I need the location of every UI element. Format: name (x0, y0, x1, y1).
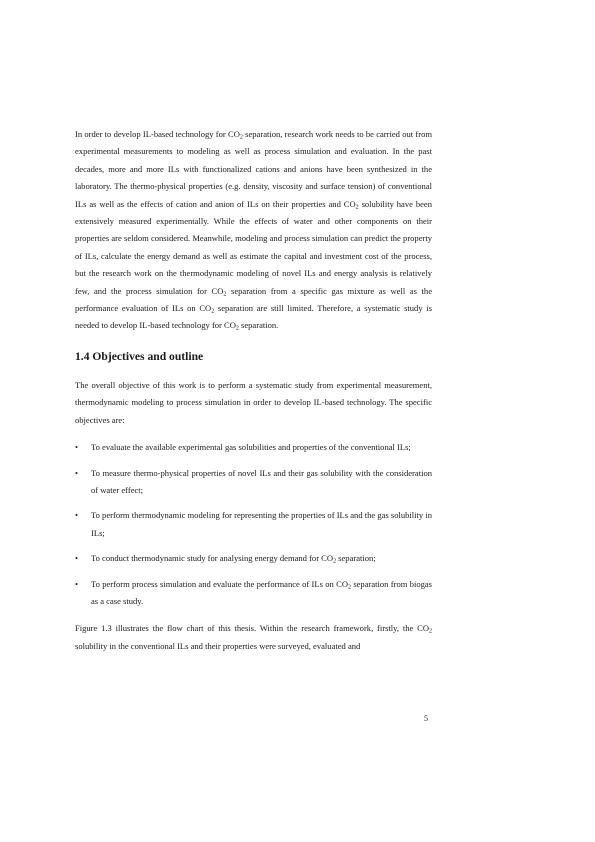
text-run: To perform thermodynamic modeling for representing the properties of ILs and the gas solubility in ILs; (91, 510, 432, 538)
list-item (75, 507, 432, 542)
subscript: 2 (223, 291, 227, 298)
page-body (75, 126, 432, 655)
subscript: 2 (211, 308, 215, 315)
text-run: separation are still limited. Therefore, a systematic study is needed to develop IL-based technology for CO (75, 303, 432, 331)
list-item-text (91, 507, 432, 542)
list-item-text (91, 550, 432, 567)
text-run: To evaluate the available experimental gas solubilities and properties of the conventional ILs; (91, 442, 411, 453)
text-run: solubility in the conventional ILs and their properties were surveyed, evaluated and (75, 640, 361, 651)
list-item (75, 576, 432, 611)
page-number: 5 (424, 714, 428, 723)
text-run: solubility have been extensively measured experimentally. While the effects of water and other components on their properties are seldom considered. Meanwhile, modeling and process simulation can predict the property of ILs, calculate the energy demand as well as estimate the capital and investment cost of the process, but the research work on the thermodynamic modeling of novel ILs and energy analysis is relatively few, and the process simulation for CO (75, 198, 432, 296)
text-run: To measure thermo-physical properties of novel ILs and their gas solubility with the consideration of water effect; (91, 467, 432, 495)
text-run: separation. (238, 320, 279, 331)
text-run: separation; (336, 553, 376, 564)
objective-paragraph: The overall objective of this work is to perform a systematic study from experimental measurement, thermodynamic modeling to process simulation in order to develop IL-based technology. The specific objectives are: (75, 379, 432, 425)
list-item-text (91, 465, 432, 500)
bullet-icon: • (75, 578, 78, 589)
list-item (75, 465, 432, 500)
subscript: 2 (239, 134, 243, 141)
list-item-text (91, 439, 432, 456)
list-item (75, 550, 432, 567)
objectives-list (75, 439, 432, 610)
text-run: separation from biogas as a case study. (91, 578, 433, 606)
text-run: In order to develop IL-based technology for CO (75, 129, 240, 139)
bullet-icon: • (75, 510, 78, 521)
flowchart-paragraph (75, 620, 432, 655)
subscript: 2 (429, 628, 432, 635)
list-item (75, 439, 432, 456)
text-run: separation from a specific gas mixture as well as the performance evaluation of ILs on CO (75, 285, 432, 314)
bullet-icon: • (75, 442, 78, 453)
bullet-icon: • (75, 553, 78, 564)
subscript: 2 (348, 584, 351, 591)
text-run: To perform process simulation and evaluate the performance of ILs on CO (91, 578, 349, 589)
subscript: 2 (333, 558, 337, 565)
text-run: To conduct thermodynamic study for analysing energy demand for CO (91, 553, 334, 564)
subscript: 2 (235, 325, 239, 332)
section-heading: 1.4 Objectives and outline (75, 349, 204, 363)
bullet-icon: • (75, 467, 78, 478)
subscript: 2 (355, 204, 359, 211)
text-run: Figure 1.3 illustrates the flow chart of this thesis. Within the research framework, firstly, the CO (75, 623, 430, 634)
intro-paragraph (75, 126, 432, 335)
list-item-text (91, 576, 432, 611)
text-run: separation, research work needs to be carried out from experimental measurements to modeling as well as process simulation and evaluation. In the past decades, more and more ILs with functionalized cations and anions have been synthesized in the laboratory. The thermo-physical properties (e.g. density, viscosity and surface tension) of conventional ILs as well as the effects of cation and anion of ILs on their properties and CO (75, 129, 432, 209)
